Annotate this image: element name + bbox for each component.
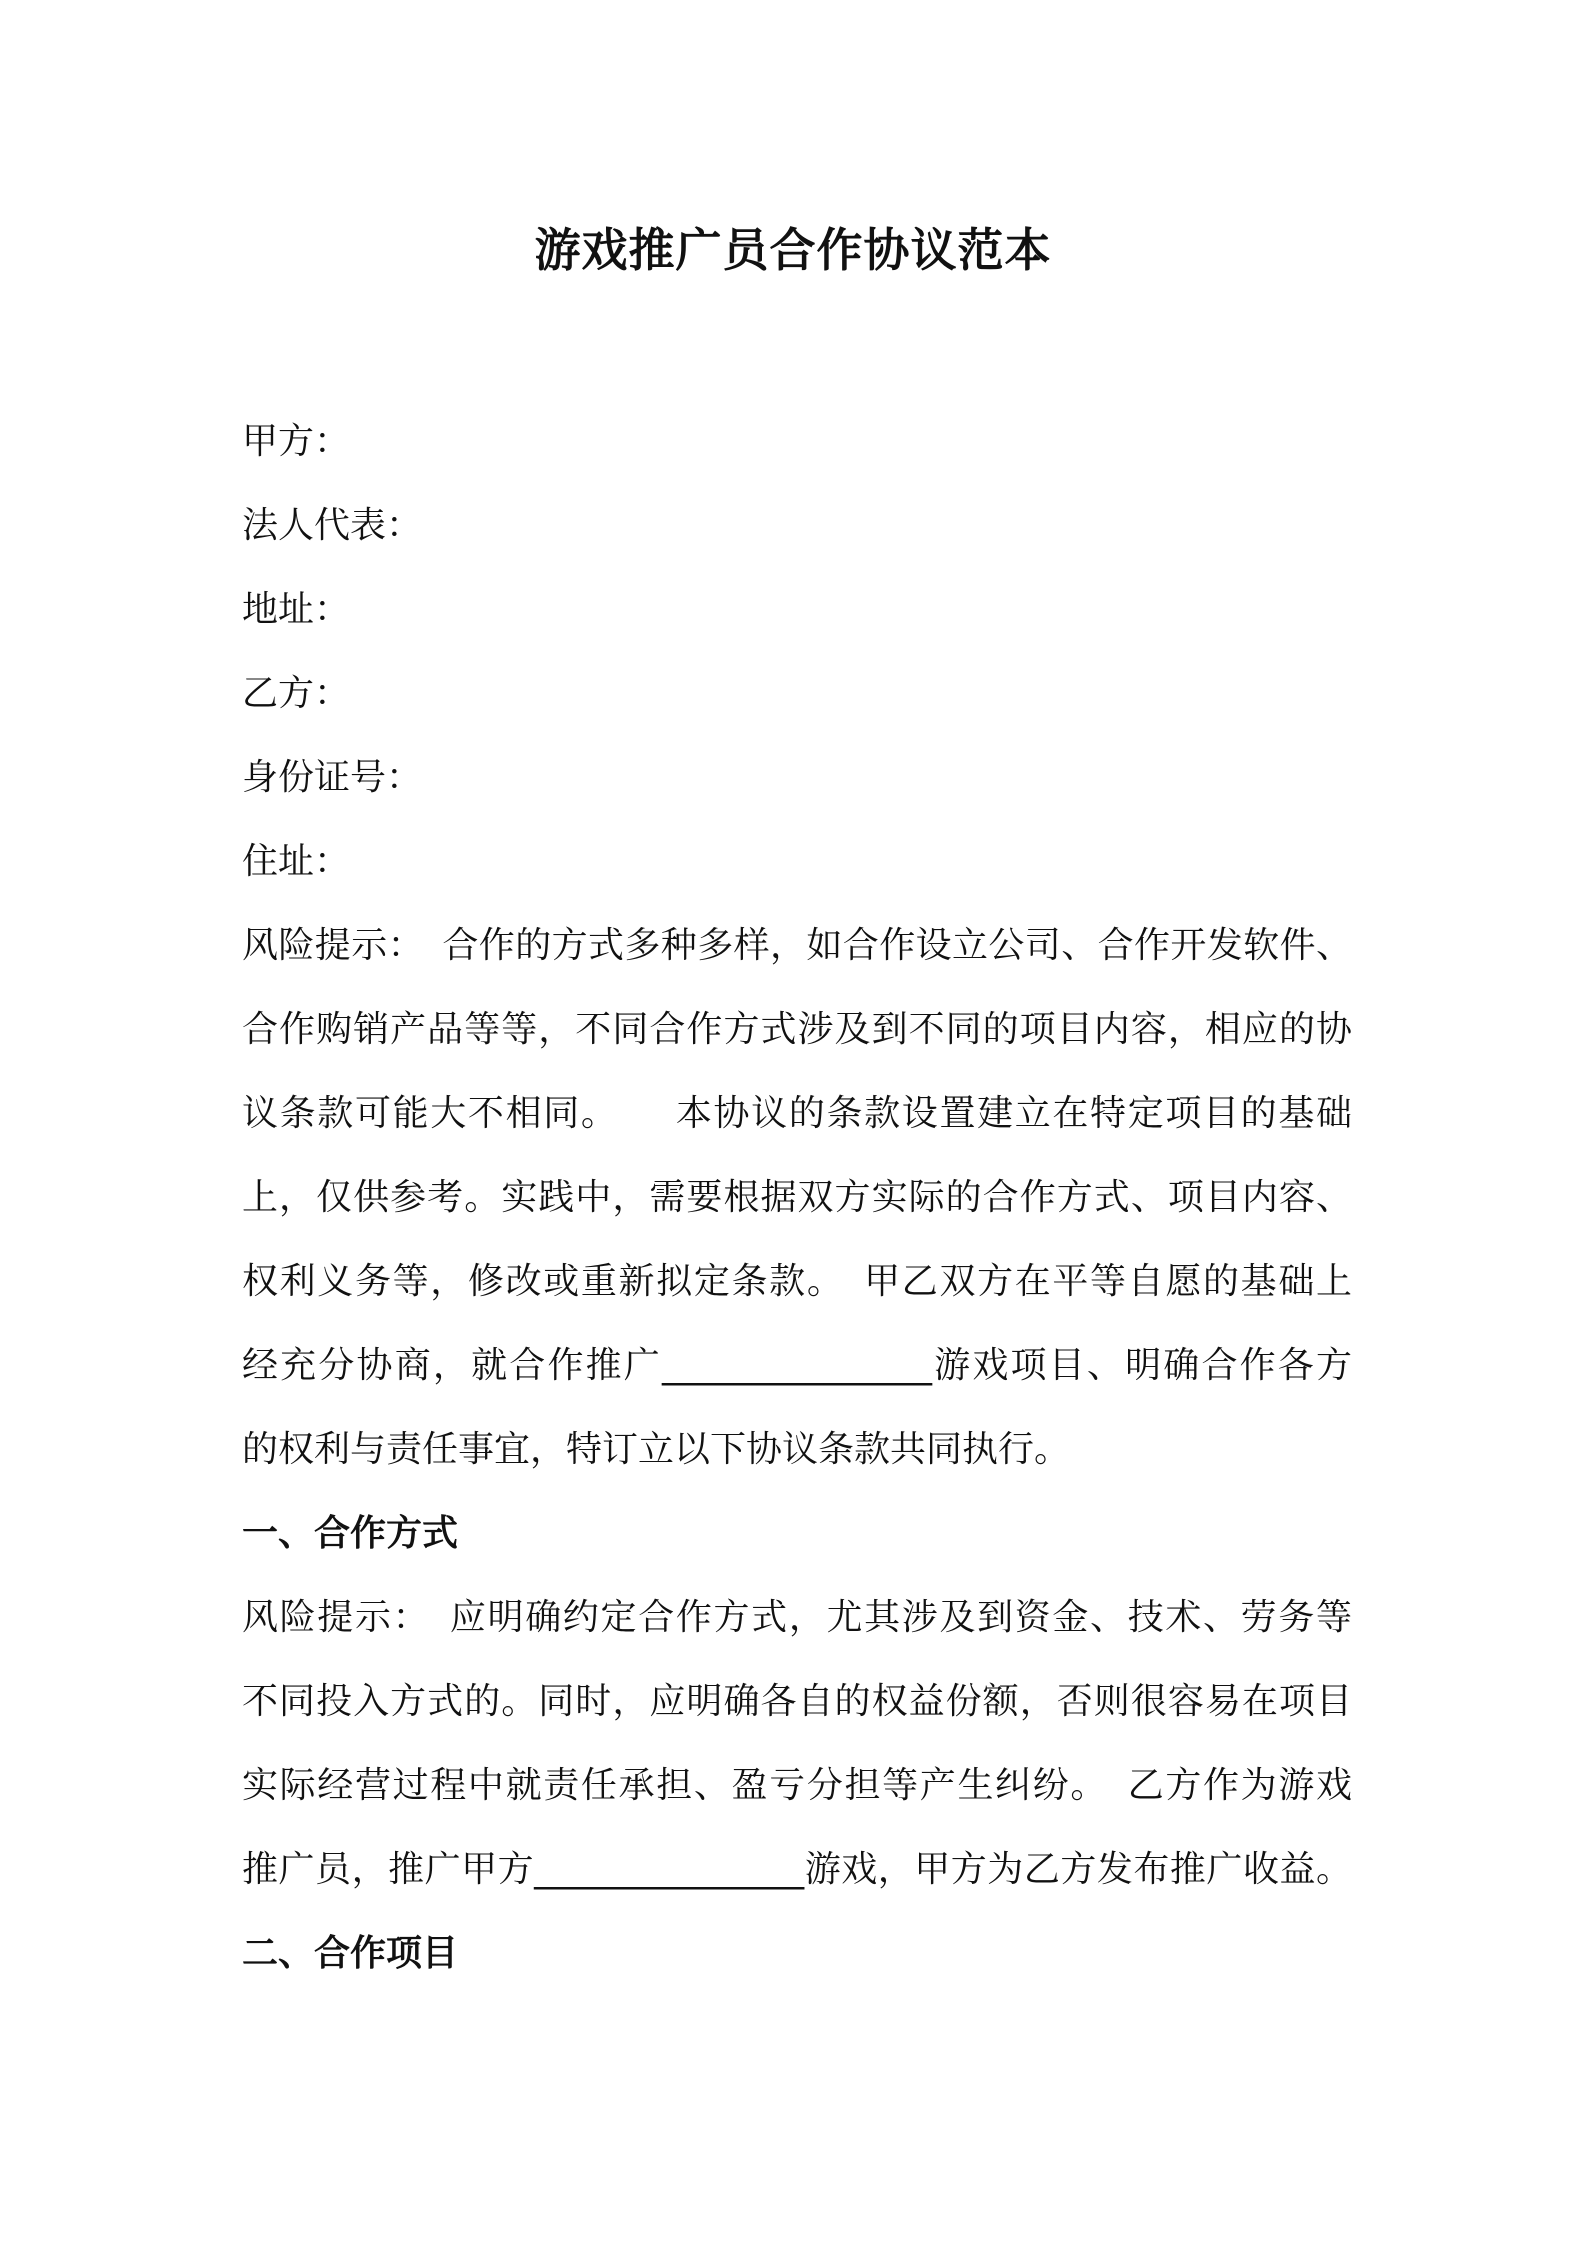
paragraph-line: 经充分协商，就合作推广_______________游戏项目、明确合作各方 (242, 1345, 1352, 1386)
risk-notice-paragraph-2 (242, 1576, 1352, 1912)
document-title: 游戏推广员合作协议范本 (534, 223, 1052, 277)
field-party-b: 乙方： (242, 673, 351, 714)
paragraph-line: 实际经营过程中就责任承担、盈亏分担等产生纠纷。 乙方作为游戏 (242, 1765, 1352, 1806)
field-id-number: 身份证号： (242, 757, 423, 798)
paragraph-line: 上，仅供参考。实践中，需要根据双方实际的合作方式、项目内容、 (242, 1177, 1352, 1218)
section-heading-2: 二、合作项目 (242, 1933, 459, 1974)
paragraph-line: 的权利与责任事宜，特订立以下协议条款共同执行。 (242, 1429, 1071, 1470)
paragraph-line: 风险提示： 应明确约定合作方式，尤其涉及到资金、技术、劳务等 (242, 1597, 1352, 1638)
paragraph-line: 不同投入方式的。同时，应明确各自的权益份额，否则很容易在项目 (242, 1681, 1352, 1722)
field-legal-rep: 法人代表： (242, 505, 423, 546)
paragraph-line: 推广员，推广甲方_______________游戏，甲方为乙方发布推广收益。 (242, 1849, 1352, 1890)
field-residence: 住址： (242, 841, 351, 882)
field-party-a: 甲方： (242, 421, 351, 462)
paragraph-line: 合作购销产品等等，不同合作方式涉及到不同的项目内容，相应的协 (242, 1009, 1352, 1050)
paragraph-line: 权利义务等，修改或重新拟定条款。 甲乙双方在平等自愿的基础上 (242, 1261, 1352, 1302)
document-body (242, 400, 1352, 1996)
section-heading-1: 一、合作方式 (242, 1513, 459, 1554)
paragraph-line: 议条款可能大不相同。 本协议的条款设置建立在特定项目的基础 (242, 1093, 1352, 1134)
paragraph-line: 风险提示： 合作的方式多种多样，如合作设立公司、合作开发软件、 (242, 925, 1352, 966)
risk-notice-paragraph-1 (242, 904, 1352, 1492)
field-address: 地址： (242, 589, 351, 630)
